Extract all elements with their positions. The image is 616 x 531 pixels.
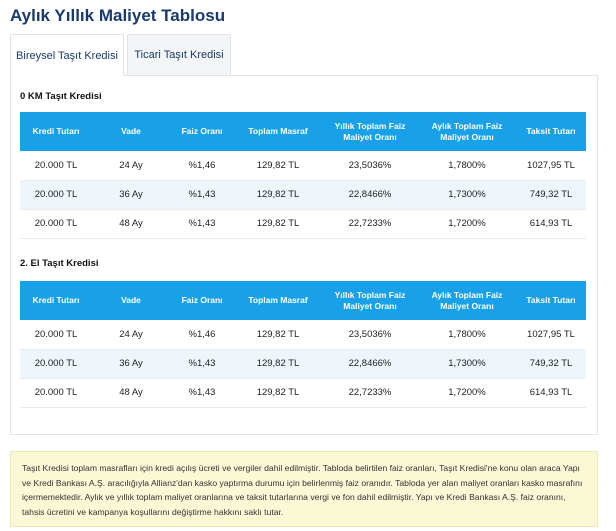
column-header-aylik-maliyet: Aylık Toplam Faiz Maliyet Oranı: [418, 281, 516, 320]
table-cell: 1,7300%: [418, 180, 516, 209]
table-cell: 48 Ay: [92, 209, 170, 238]
column-header-yillik-maliyet: Yıllık Toplam Faiz Maliyet Oranı: [322, 112, 418, 151]
table-cell: %1,43: [170, 180, 234, 209]
column-header-kredi-tutari: Kredi Tutarı: [20, 112, 92, 151]
table-cell: 129,82 TL: [234, 349, 322, 378]
table-row: [20, 320, 586, 349]
tab-ticari-tasit-kredisi[interactable]: Ticari Taşıt Kredisi: [127, 34, 231, 75]
table-cell: 36 Ay: [92, 349, 170, 378]
table-cell: 20.000 TL: [20, 378, 92, 407]
table-cell: 1,7200%: [418, 209, 516, 238]
table-cell: 24 Ay: [92, 320, 170, 349]
tab-bar: [10, 34, 600, 75]
table-cell: 24 Ay: [92, 151, 170, 180]
table-cell: 129,82 TL: [234, 209, 322, 238]
table-cell: 48 Ay: [92, 378, 170, 407]
column-header-vade: Vade: [92, 281, 170, 320]
column-header-taksit-tutari: Taksit Tutarı: [516, 112, 586, 151]
table-cell: 20.000 TL: [20, 349, 92, 378]
table-cell: 22,8466%: [322, 349, 418, 378]
table-cell: 614,93 TL: [516, 209, 586, 238]
table-row: [20, 349, 586, 378]
cost-table-0km: [20, 112, 586, 239]
table-cell: 20.000 TL: [20, 151, 92, 180]
column-header-faiz-orani: Faiz Oranı: [170, 112, 234, 151]
table-cell: 23,5036%: [322, 151, 418, 180]
table-cell: 20.000 TL: [20, 180, 92, 209]
table-cell: %1,43: [170, 209, 234, 238]
table-cell: 36 Ay: [92, 180, 170, 209]
table-cell: 22,8466%: [322, 180, 418, 209]
tab-bireysel-tasit-kredisi[interactable]: Bireysel Taşıt Kredisi: [10, 34, 124, 76]
table-row: [20, 180, 586, 209]
table-cell: 20.000 TL: [20, 320, 92, 349]
table-cell: 23,5036%: [322, 320, 418, 349]
column-header-aylik-maliyet: Aylık Toplam Faiz Maliyet Oranı: [418, 112, 516, 151]
table-row: [20, 151, 586, 180]
table-cell: 1,7800%: [418, 151, 516, 180]
table-cell: 749,32 TL: [516, 180, 586, 209]
table-cell: 129,82 TL: [234, 378, 322, 407]
table-cell: 129,82 TL: [234, 151, 322, 180]
table-cell: 1,7300%: [418, 349, 516, 378]
column-header-toplam-masraf: Toplam Masraf: [234, 281, 322, 320]
table-cell: 129,82 TL: [234, 180, 322, 209]
table-cell: 1,7200%: [418, 378, 516, 407]
table-cell: %1,43: [170, 349, 234, 378]
table-cell: 129,82 TL: [234, 320, 322, 349]
table-cell: 1,7800%: [418, 320, 516, 349]
table-cell: 614,93 TL: [516, 378, 586, 407]
column-header-yillik-maliyet: Yıllık Toplam Faiz Maliyet Oranı: [322, 281, 418, 320]
page-title: Aylık Yıllık Maliyet Tablosu: [10, 6, 226, 25]
column-header-kredi-tutari: Kredi Tutarı: [20, 281, 92, 320]
cost-table-2el: [20, 281, 586, 408]
section-title-2el: 2. El Taşıt Kredisi: [20, 258, 99, 269]
column-header-toplam-masraf: Toplam Masraf: [234, 112, 322, 151]
section-title-0km: 0 KM Taşıt Kredisi: [20, 91, 102, 102]
table-cell: %1,43: [170, 378, 234, 407]
table-cell: 22,7233%: [322, 378, 418, 407]
table-cell: 1027,95 TL: [516, 320, 586, 349]
column-header-vade: Vade: [92, 112, 170, 151]
table-cell: %1,46: [170, 320, 234, 349]
table-cell: 22,7233%: [322, 209, 418, 238]
column-header-faiz-orani: Faiz Oranı: [170, 281, 234, 320]
table-row: [20, 209, 586, 238]
table-header-row: [20, 112, 586, 151]
table-cell: 20.000 TL: [20, 209, 92, 238]
table-cell: %1,46: [170, 151, 234, 180]
column-header-taksit-tutari: Taksit Tutarı: [516, 281, 586, 320]
disclaimer-note: Taşıt Kredisi toplam masrafları için kredi açılış ücreti ve vergiler dahil edilmiştir. Tabloda belirtilen faiz oranları, Taşıt Kredisi'ne konu olan araca Yapı ve Kredi Bankası A.Ş. aracılığıyla Allianz'dan kasko yaptırma durumu için belirlenmiş faiz oranıdır. Tabloda yer alan maliyet oranları kasko masrafını içermemektedir. Aylık ve yıllık toplam maliyet oranlarına ve taksit tutarlarına vergi ve fon dahil edilmiştir. Yapı ve Kredi Bankası A.Ş. faiz oranını, tahsis ücretini ve kampanya koşullarını değiştirme hakkını saklı tutar.: [10, 451, 598, 527]
table-row: [20, 378, 586, 407]
table-cell: 1027,95 TL: [516, 151, 586, 180]
table-header-row: [20, 281, 586, 320]
table-cell: 749,32 TL: [516, 349, 586, 378]
